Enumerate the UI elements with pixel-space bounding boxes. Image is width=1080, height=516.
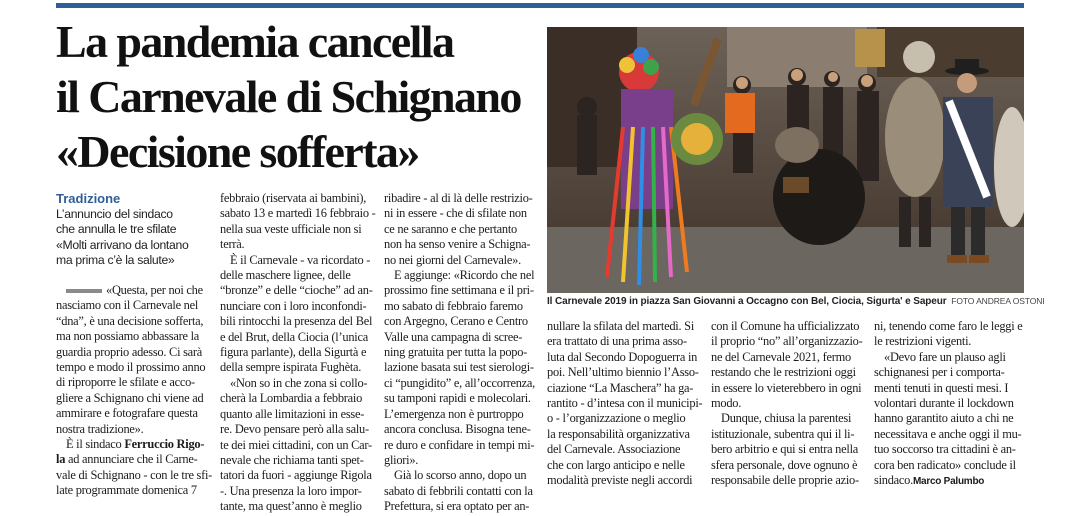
text-line: “bronze” e delle “cioche” ad an- xyxy=(220,283,373,298)
text-line: bili rintocchi la presenza del Bel xyxy=(220,314,373,329)
text-line: nullare la sfilata del martedì. Si xyxy=(547,319,695,333)
text-line: sabato 13 e martedì 16 febbraio - xyxy=(220,206,376,221)
text-line: L’emergenza non è purtroppo xyxy=(384,406,524,421)
body-column-4 xyxy=(547,319,703,488)
text-line: era trattato di una prima asso- xyxy=(547,334,687,349)
text-line: tempo e modo il prossimo anno xyxy=(56,360,206,375)
text-line: vale di Schignano - con le tre sfi- xyxy=(56,467,213,482)
text-line: no nei giorni del Carnevale». xyxy=(384,252,521,267)
text-line: nevale che richiama tanti spet- xyxy=(220,452,364,467)
text-line: bero arbitrio e qui si entra nella xyxy=(711,442,859,457)
text-line: ancora conclusa. Bisogna tene- xyxy=(384,422,531,437)
text-line: della sempre ispirata Fughèta. xyxy=(220,360,362,375)
summary-line: «Molti arrivano da lontano xyxy=(56,237,189,252)
text-line: ribadire - al di là delle restrizio- xyxy=(384,191,533,205)
text-line: mo sabato di febbraio faremo xyxy=(384,298,523,313)
text-line: ce ne saranno e che pertanto xyxy=(384,221,518,236)
text-line: re. Devo pensare però alla salu- xyxy=(220,422,369,437)
text-line: Valle una campagna di scree- xyxy=(384,329,523,344)
text-line: non ha senso venire a Schigna- xyxy=(384,237,531,252)
text-line: le restrizioni vigenti. xyxy=(874,334,972,349)
text-line: -. Una presenza la loro impor- xyxy=(220,483,362,498)
text-line: cora ben radicato» conclude il xyxy=(874,457,1016,472)
text-span: È il sindaco xyxy=(66,437,125,452)
article-summary xyxy=(56,207,206,268)
text-line: ni in essere - che di sfilate non xyxy=(384,206,527,221)
text-line: tante, ma quest’anno è meglio xyxy=(220,499,362,514)
text-line: nella sua veste ufficiale non si xyxy=(220,221,362,236)
mayor-name-end: la xyxy=(56,452,66,467)
text-line: Dunque, chiusa la parentesi xyxy=(721,411,852,426)
photo-caption xyxy=(547,296,1045,307)
author-signature: Marco Palumbo xyxy=(912,476,985,488)
text-line: terrà. xyxy=(220,237,245,252)
text-line: schignanesi per i comporta- xyxy=(874,365,1005,380)
text-line: responsabile delle proprie azio- xyxy=(711,473,859,488)
text-line: su tamponi rapidi e molecolari. xyxy=(384,391,531,406)
text-line: delle maschere lignee, delle xyxy=(220,268,351,283)
text-line: luta dal Secondo Dopoguerra in xyxy=(547,349,698,364)
text-line: nunciare con i loro inconfondi- xyxy=(220,298,367,313)
summary-line: che annulla le tre sfilate xyxy=(56,222,177,237)
text-line: modalità previste negli accordi xyxy=(547,473,693,488)
text-line: restando che le restrizioni oggi xyxy=(711,365,856,380)
text-line: lazione basata sui test sierologi- xyxy=(384,360,534,375)
text-line: ciazione “La Maschera” ha ga- xyxy=(547,380,694,395)
text-line: «Devo fare un plauso agli xyxy=(884,349,1006,364)
text-line: menti tenuti in questi mesi. I xyxy=(874,380,1009,395)
text-line: te dei miei cittadini, con un Car- xyxy=(220,437,372,452)
text-line: istituzionale, subentra qui il li- xyxy=(711,426,855,441)
text-line: tuo soccorso tra cittadini è an- xyxy=(874,442,1016,457)
text-line xyxy=(56,452,208,467)
text-line: in essere lo vieterebbero in ogni xyxy=(711,380,862,395)
caption-text: Il Carnevale 2019 in piazza San Giovanni a Occagno con Bel, Ciocia, Sigurta' e Sapeur xyxy=(547,296,947,307)
text-line: e del Brut, della Ciocia (l’unica xyxy=(220,329,368,344)
body-column-6 xyxy=(874,319,1026,489)
headline-line-3: «Decisione sofferta» xyxy=(56,126,419,177)
text-span: ad annunciare che il Carne- xyxy=(65,452,198,467)
text-line: “dna”, è una decisione sofferta, xyxy=(56,313,204,328)
text-line: la responsabilità organizzativa xyxy=(547,426,690,441)
text-line: volontari durante il lockdown xyxy=(874,396,1014,411)
article-headline xyxy=(56,14,536,179)
text-line xyxy=(56,437,208,452)
text-line: quanto alle limitazioni in esse- xyxy=(220,406,365,421)
body-column-3 xyxy=(384,191,536,515)
body-column-2 xyxy=(220,191,376,515)
section-kicker: Tradizione xyxy=(56,191,121,206)
body-column-5 xyxy=(711,319,863,488)
text-line: cherà la Lombardia a febbraio xyxy=(220,391,363,406)
text-line: il proprio “no” all’organizzazio- xyxy=(711,334,863,349)
text-line: ne del Carnevale 2021, fermo xyxy=(711,349,851,364)
text-line: ci “pungidito” e, all’occorrenza, xyxy=(384,375,536,390)
top-rule xyxy=(56,3,1024,8)
carnival-photo xyxy=(547,27,1024,293)
text-line: ammirare e fotografare questa xyxy=(56,406,198,421)
text-line: o - l’organizzazione o meglio xyxy=(547,411,686,426)
text-span: sindaco. xyxy=(874,473,913,488)
text-line: con il Comune ha ufficializzato xyxy=(711,319,860,333)
text-line: modo. xyxy=(711,396,742,411)
text-line: re duro e confidare in tempi mi- xyxy=(384,437,535,452)
text-line: ni, tenendo come faro le leggi e xyxy=(874,319,1023,333)
text-line: febbraio (riservata ai bambini), xyxy=(220,191,367,205)
text-line xyxy=(56,283,208,298)
text-line: sfera personale, dove ognuno è xyxy=(711,457,858,472)
text-line: tatori da fuori - aggiunge Rigola xyxy=(220,468,372,483)
headline-line-2: il Carnevale di Schignano xyxy=(56,71,521,122)
text-line: guardia proprio adesso. Ci sarà xyxy=(56,344,203,359)
text-line: gliori». xyxy=(384,452,419,467)
text-line: sabato di febbrili contatti con la xyxy=(384,483,533,498)
text-line: che con largo anticipo e nelle xyxy=(547,457,685,472)
text-span: «Questa, per noi che xyxy=(106,283,203,297)
text-line: gliere a Schignano chi viene ad xyxy=(56,390,204,405)
text-line: rantito - d’intesa con il municipi- xyxy=(547,396,703,411)
text-line xyxy=(874,473,1026,489)
text-line: hanno garantito aiuto a chi ne xyxy=(874,411,1014,426)
text-line: ning gratuita per tutta la popo- xyxy=(384,345,528,360)
text-line: del Carnevale. Associazione xyxy=(547,442,681,457)
text-line: Prefettura, si era optato per an- xyxy=(384,499,530,514)
text-line: necessitava e anche oggi il mu- xyxy=(874,426,1022,441)
text-line: di riproporre le sfilate e acco- xyxy=(56,375,195,390)
text-line: È il Carnevale - va ricordato - xyxy=(230,252,371,267)
text-line: «Non so in che zona si collo- xyxy=(230,375,368,390)
text-line: ma non possiamo abbassare la xyxy=(56,329,200,344)
text-line: E aggiunge: «Ricordo che nel xyxy=(394,268,535,283)
body-column-1 xyxy=(56,283,213,499)
text-line: Già lo scorso anno, dopo un xyxy=(394,468,527,483)
text-line: poi. Nell’ultimo biennio l’Asso- xyxy=(547,365,699,380)
text-line: late programmate domenica 7 xyxy=(56,483,197,498)
lead-rule xyxy=(66,289,102,293)
text-line: prossimo fine settimana e il pri- xyxy=(384,283,534,298)
text-line: nostra tradizione». xyxy=(56,421,144,436)
text-line: nasciamo con il Carnevale nel xyxy=(56,298,199,313)
headline-line-1: La pandemia cancella xyxy=(56,16,454,67)
photo-credit: FOTO ANDREA OSTONI xyxy=(951,296,1045,306)
summary-line: ma prima c’è la salute» xyxy=(56,252,175,267)
text-line: figura parlante), della Sigurtà e xyxy=(220,345,367,360)
mayor-name: Ferruccio Rigo- xyxy=(124,437,205,452)
text-line: con Argegno, Cerano e Centro xyxy=(384,314,528,329)
summary-line: L’annuncio del sindaco xyxy=(56,207,173,221)
